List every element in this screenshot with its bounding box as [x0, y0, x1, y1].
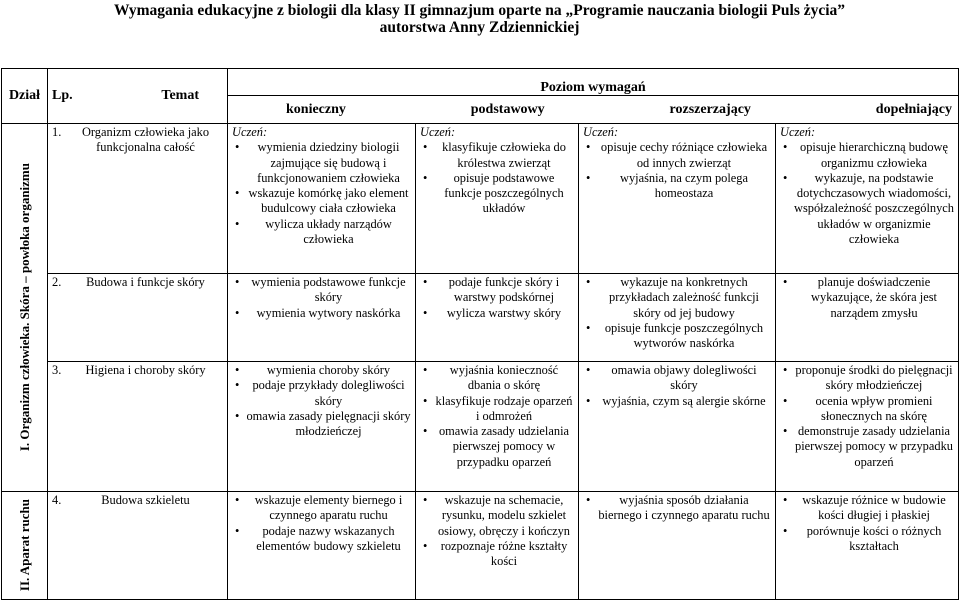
list-item: • wymienia dziedziny biologii zajmujące się budową i funkcjonowaniem człowieka: [228, 140, 411, 186]
list-item: • opisuje hierarchiczną budowę organizmu człowieka: [776, 140, 954, 171]
list-item: • klasyfikuje rodzaje oparzeń i odmrożeń: [416, 394, 574, 425]
list-item: • klasyfikuje człowieka do królestwa zwierząt: [416, 140, 574, 171]
level-rozszerzajacy: rozszerzający: [669, 101, 751, 117]
title-line-2: autorstwa Anny Zdziennickiej: [379, 19, 580, 36]
table-row: I. Organizm człowieka. Skóra – powłoka organizmu 1. Organizm człowieka jako funkcjonalna całość Uczeń: • wymienia dziedziny biologii zajmujące się budową i funkcjonowaniem człowieka • wskazuje komórkę jako element budulcowy ciała człowieka • wylicza układy narządów człowieka Uczeń: • klasyfikuje człowieka do królestwa zwierząt • opisuje podstawowe funkcje poszczególnych układów Uczeń: • opisuje cechy różniące człowieka od innych zwierząt • wyjaśnia, na czym polega homeostaza Uczeń: • opisuje hierarchiczną budowę organizmu człowieka • wykazuje, na podstawie dotychczasowych wiadomości, współzależność poszczególnych układów w organizmie człowieka: [2, 124, 959, 274]
list-item: • wyjaśnia konieczność dbania o skórę: [416, 363, 574, 394]
row-topic: Budowa szkieletu: [101, 493, 190, 507]
header-lp-temat: [48, 69, 228, 124]
row-lp: 1.: [52, 125, 62, 139]
list-item: • podaje funkcje skóry i warstwy podskórnej: [416, 275, 574, 306]
list-item: • omawia zasady pielęgnacji skóry młodzieńczej: [228, 409, 411, 440]
document-title: [0, 2, 959, 36]
list-item: • wymienia podstawowe funkcje skóry: [228, 275, 411, 306]
row-topic: Higiena i choroby skóry: [85, 363, 206, 377]
list-item: • planuje doświadczenie wykazujące, że skóra jest narządem zmysłu: [776, 275, 954, 321]
header-poziom: Poziom wymagań: [228, 69, 959, 96]
list-item: • podaje przykłady dolegliwości skóry: [228, 378, 411, 409]
title-line-1: Wymagania edukacyjne z biologii dla klasy II gimnazjum oparte na „Programie nauczania biologii Puls życia”: [113, 2, 846, 19]
requirements-table: [1, 68, 959, 600]
row-lp: 2.: [52, 275, 62, 289]
section-name: I. Organizm człowieka. Skóra – powłoka organizmu: [2, 124, 48, 492]
level-podstawowy: podstawowy: [470, 101, 545, 117]
row-lp: 3.: [52, 363, 62, 377]
list-item: • omawia objawy dolegliwości skóry: [579, 363, 771, 394]
list-item: • opisuje podstawowe funkcje poszczególnych układów: [416, 171, 574, 217]
list-item: • porównuje kości o różnych kształtach: [776, 524, 954, 555]
list-item: • ocenia wpływ promieni słonecznych na skórę: [776, 394, 954, 425]
list-item: • rozpoznaje różne kształty kości: [416, 539, 574, 570]
section-name: II. Aparat ruchu: [2, 492, 48, 600]
header-lp: Lp.: [52, 88, 73, 104]
table-row: [2, 492, 959, 600]
list-item: • wskazuje elementy biernego i czynnego aparatu ruchu: [228, 493, 411, 524]
list-item: • opisuje cechy różniące człowieka od innych zwierząt: [579, 140, 771, 171]
list-item: • wymienia choroby skóry: [228, 363, 411, 378]
list-item: • omawia zasady udzielania pierwszej pomocy w przypadku oparzeń: [416, 424, 574, 470]
row-topic: Organizm człowieka jako funkcjonalna całość: [81, 125, 210, 155]
header-levels: [228, 96, 959, 124]
list-item: • wykazuje, na podstawie dotychczasowych wiadomości, współzależność poszczególnych układów w organizmie człowieka: [776, 171, 954, 247]
list-item: • wskazuje na schemacie, rysunku, modelu szkielet osiowy, obręczy i kończyn: [416, 493, 574, 539]
level-dopelniajacy: dopełniający: [875, 101, 953, 117]
list-item: • wylicza układy narządów człowieka: [228, 217, 411, 248]
list-item: • podaje nazwy wskazanych elementów budowy szkieletu: [228, 524, 411, 555]
list-item: • proponuje środki do pielęgnacji skóry młodzieńczej: [776, 363, 954, 394]
list-item: • wylicza warstwy skóry: [416, 306, 574, 321]
list-item: • demonstruje zasady udzielania pierwszej pomocy w przypadku oparzeń: [776, 424, 954, 470]
list-item: • wymienia wytwory naskórka: [228, 306, 411, 321]
list-item: • opisuje funkcje poszczególnych wytworów naskórka: [579, 321, 771, 352]
table-row: [2, 274, 959, 362]
list-item: • wyjaśnia, czym są alergie skórne: [579, 394, 771, 409]
header-dzial: Dział: [2, 69, 48, 124]
list-item: • wykazuje na konkretnych przykładach zależność funkcji skóry od jej budowy: [579, 275, 771, 321]
list-item: • wskazuje różnice w budowie kości długiej i płaskiej: [776, 493, 954, 524]
row-topic: Budowa i funkcje skóry: [86, 275, 205, 289]
row-lp: 4.: [52, 493, 62, 507]
table-row: [2, 362, 959, 492]
header-temat: Temat: [161, 88, 199, 104]
list-item: • wyjaśnia sposób działania biernego i czynnego aparatu ruchu: [579, 493, 771, 524]
level-konieczny: konieczny: [286, 101, 346, 117]
list-item: • wskazuje komórkę jako element budulcowy ciała człowieka: [228, 186, 411, 217]
list-item: • wyjaśnia, na czym polega homeostaza: [579, 171, 771, 202]
